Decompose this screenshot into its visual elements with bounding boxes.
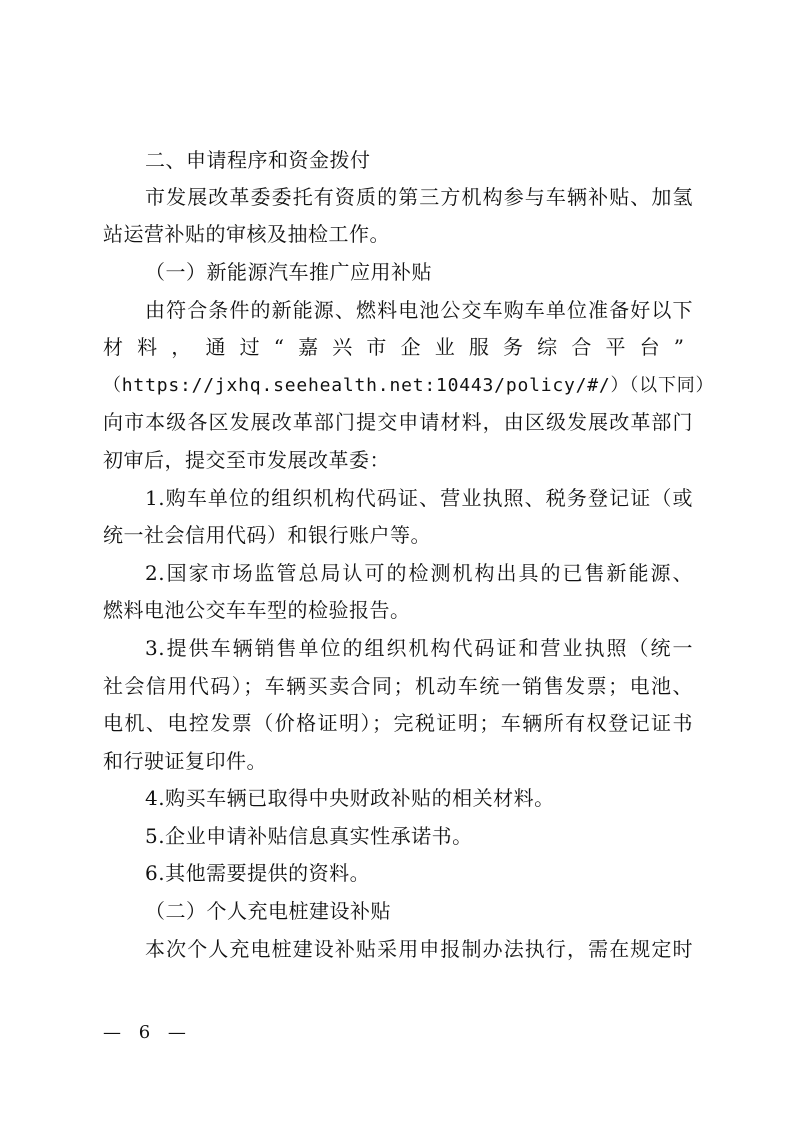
paragraph-line: 市发展改革委委托有资质的第三方机构参与车辆补贴、加氢 [145,185,693,209]
list-item-line: 3.提供车辆销售单位的组织机构代码证和营业执照（统一 [145,636,693,660]
list-item-line: 和行驶证复印件。 [103,749,267,773]
section-heading: 二、申请程序和资金拨付 [145,148,371,172]
list-item-line: 6.其他需要提供的资料。 [145,861,371,885]
url-line: （https://jxhq.seehealth.net:10443/policy/#/）（以下同） [103,375,715,396]
paragraph-line: 向市本级各区发展改革部门提交申请材料，由区级发展改革部门 [103,410,693,434]
list-item-line: 燃料电池公交车车型的检验报告。 [103,598,411,622]
subsection-heading: （一）新能源汽车推广应用补贴 [145,260,432,284]
list-item-line: 2.国家市场监管总局认可的检测机构出具的已售新能源、 [145,561,693,585]
list-item-line: 统一社会信用代码）和银行账户等。 [103,523,431,547]
list-item-line: 电机、电控发票（价格证明）；完税证明；车辆所有权登记证书 [103,711,693,735]
paragraph-line: 由符合条件的新能源、燃料电池公交车购车单位准备好以下 [145,298,693,322]
paragraph-line: 材料，通过“嘉兴市企业服务综合平台” [103,335,693,359]
list-item-line: 4.购买车辆已取得中央财政补贴的相关材料。 [145,786,555,810]
paragraph-line: 初审后，提交至市发展改革委： [103,448,390,472]
paragraph-line: 本次个人充电桩建设补贴采用申报制办法执行，需在规定时 [145,937,693,961]
list-item-line: 1.购车单位的组织机构代码证、营业执照、税务登记证（或 [145,486,693,510]
list-item-line: 5.企业申请补贴信息真实性承诺书。 [145,824,473,848]
subsection-heading: （二）个人充电桩建设补贴 [145,899,391,923]
paragraph-line: 站运营补贴的审核及抽检工作。 [103,222,390,246]
page-number: — 6 — [103,1022,192,1043]
list-item-line: 社会信用代码）；车辆买卖合同；机动车统一销售发票；电池、 [103,674,693,698]
